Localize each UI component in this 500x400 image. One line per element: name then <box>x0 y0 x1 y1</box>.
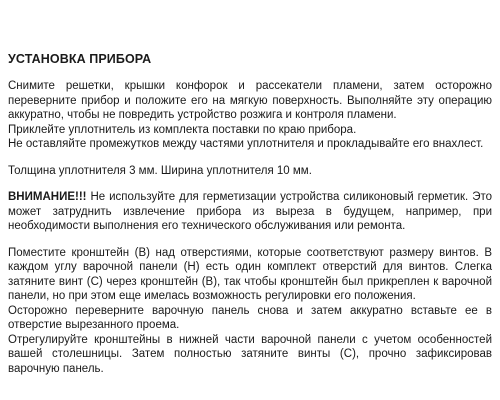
spacer <box>8 152 492 164</box>
spacer <box>8 178 492 190</box>
paragraph-seal-dimensions: Толщина уплотнителя 3 мм. Ширина уплотнителя 10 мм. <box>8 164 312 177</box>
paragraph-attach-seal: Приклейте уплотнитель из комплекта поставки по краю прибора. <box>8 123 357 136</box>
paragraph-seal-overlap: Не оставляйте промежутков между частями уплотнителя и прокладывайте его внахлест. <box>8 138 484 150</box>
paragraph-remove-parts: Снимите решетки, крышки конфорок и рассекатели пламени, затем осторожно переверните прибор и положите его на мягкую поверхность. Выполняйте эту операцию аккуратно, чтобы не повредить устройство розжига и контроля пламени. <box>8 80 492 121</box>
section-title: УСТАНОВКА ПРИБОРА <box>8 52 152 66</box>
instruction-document <box>8 52 492 376</box>
paragraph-insert-panel: Осторожно переверните варочную панель снова и затем аккуратно вставьте ее в отверстие вырезанного проема. <box>8 304 492 331</box>
warning-text: Не используйте для герметизации устройства силиконовый герметик. Это может затруднить извлечение прибора из выреза в будущем, например, при необходимости выполнения его технического обслуживания или ремонта. <box>8 191 492 232</box>
paragraph-adjust-brackets: Отрегулируйте кронштейны в нижней части варочной панели с учетом особенностей вашей столешницы. Затем полностью затяните винты (С), прочно зафиксировав варочную панель. <box>8 333 492 375</box>
warning-paragraph <box>8 190 492 234</box>
paragraph-place-bracket: Поместите кронштейн (В) над отверстиями, которые соответствуют размеру винтов. В каждом углу варочной панели (Н) есть один комплект отверстий для винтов. Слегка затяните винт (С) через кронштейн (В), так чтобы кронштейн был прикреплен к варочной панели, но при этом еще имелась возможность регулировки его положения. <box>8 246 492 302</box>
warning-label: ВНИМАНИЕ!!! <box>8 191 87 203</box>
spacer <box>8 234 492 246</box>
